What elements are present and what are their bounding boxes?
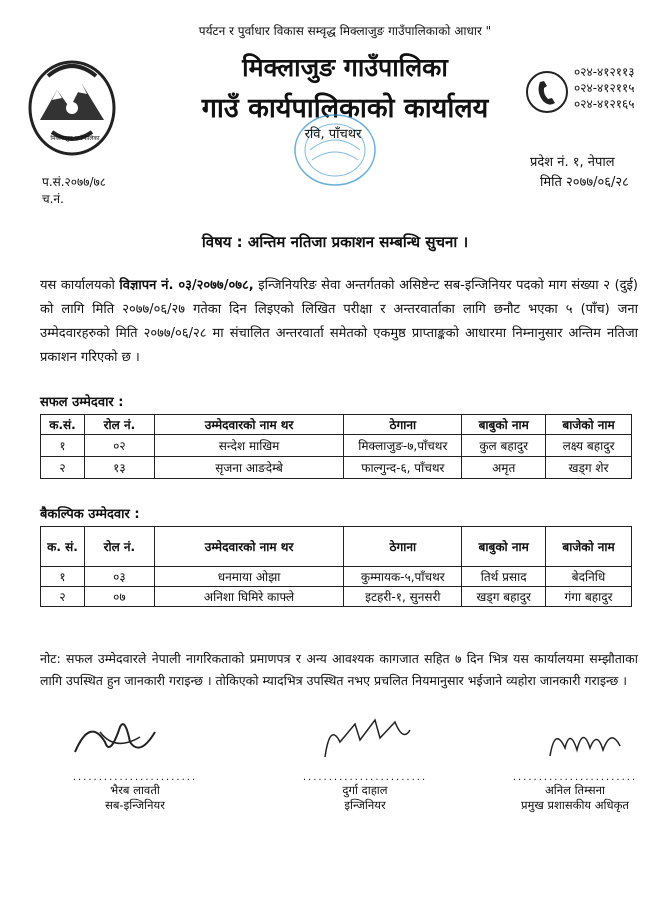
province-line: प्रदेश नं. १, नेपाल: [530, 155, 615, 170]
phone-number: ०२४-४१२११५: [574, 81, 635, 95]
table-cell: २: [41, 587, 85, 607]
signatory-2: [300, 772, 430, 813]
table-cell: इटहरी-१, सुनसरी: [344, 587, 462, 607]
signatory-name: भैरब लावती: [110, 783, 160, 797]
phone-number: ०२४-४१२११३: [574, 65, 635, 79]
table-row: [41, 435, 632, 457]
tagline: पर्यटन र पुर्वाधार विकास सम्वृद्ध मिक्लाजुङ गाउँपालिकाको आधार ": [198, 24, 492, 38]
alternate-section-title: बैकल्पिक उम्मेदवार :: [40, 507, 140, 522]
phone-list: [574, 64, 635, 112]
table-cell: धनमाया ओझा: [154, 567, 344, 587]
table-cell: अमृत: [462, 457, 546, 479]
emblem-caption: मिक्लाजुङ गाउँपालिका: [50, 135, 100, 142]
notice-note: नोट: सफल उम्मेदवारले नेपाली नागरिकताको प्रमाणपत्र र अन्य आवश्यक कागजात सहित ७ दिन भित्र यस कार्यालयमा सम्झौताका लागि उपस्थित हुन जानकारी गराइन्छ । तोकिएको म्यादभित्र उपस्थित नभए प्रचलित नियमानुसार भईजाने व्यहोरा जानकारी गराइन्छ ।: [40, 651, 638, 688]
table-cell: सन्देश माखिम: [154, 435, 344, 457]
column-header: रोल नं.: [84, 415, 154, 435]
table-cell: १: [41, 567, 85, 587]
column-header: ठेगाना: [344, 527, 462, 567]
signatory-name: दुर्गा दाहाल: [342, 783, 388, 797]
column-header: क. सं.: [41, 527, 85, 567]
table-cell: बेदनिधि: [546, 567, 632, 587]
signatory-name: अनिल तिम्सना: [544, 783, 605, 797]
table-cell: मिक्लाजुङ-७,पाँचथर: [344, 435, 462, 457]
body-post: इन्जिनियरिङ सेवा अन्तर्गतको असिष्टेन्ट सब-इन्जिनियर पदको माग संख्या २ (दुई) को लागि मिति २०७७/०६/२७ गतेका दिन लिइएको लिखित परीक्षा र अन्तरवार्ताका लागि छनौट भएका ५ (पाँच) जना उम्मेदवारहरुको मिति २०७७/०६/२८ मा संचालित अन्तरवार्ता समेतको एकमुष्ठ प्राप्ताङ्कको आधारमा निम्नानुसार अन्तिम नतिजा प्रकाशन गरिएको छ ।: [40, 278, 638, 365]
table-cell: खड्ग शेर: [546, 457, 632, 479]
signatory-title: सब-इन्जिनियर: [105, 798, 165, 812]
table-cell: कुल बहादुर: [462, 435, 546, 457]
table-cell: गंगा बहादुर: [546, 587, 632, 607]
signature-scribble: [545, 718, 625, 764]
table-cell: तिर्थ प्रसाद: [462, 567, 546, 587]
column-header: रोल नं.: [84, 527, 154, 567]
signature-line: ........................: [512, 772, 638, 783]
table-header-row: [41, 527, 632, 567]
column-header: ठेगाना: [344, 415, 462, 435]
signature-line: ........................: [72, 772, 198, 783]
reference-number: प.सं.२०७७/७८: [42, 175, 107, 189]
telephone-icon: [525, 70, 569, 114]
column-header: बाजेको नाम: [546, 527, 632, 567]
signatory-title: प्रमुख प्रशासकीय अधिकृत: [521, 798, 629, 812]
table-cell: फाल्गुन्द-६, पाँचथर: [344, 457, 462, 479]
table-row: [41, 567, 632, 587]
signature-scribble: [70, 712, 160, 762]
table-cell: कुम्मायक-५,पाँचथर: [344, 567, 462, 587]
phone-number: ०२४-४१२१६५: [574, 97, 635, 111]
column-header: क.सं.: [41, 415, 85, 435]
office-stamp: [290, 110, 380, 190]
table-cell: ०२: [84, 435, 154, 457]
successful-section-title: सफल उम्मेदवार :: [40, 395, 124, 410]
table-row: [41, 587, 632, 607]
table-cell: १३: [84, 457, 154, 479]
signature-line: ........................: [302, 772, 428, 783]
alternate-table: [40, 526, 632, 607]
advertisement-number: विज्ञापन नं. ०३/२०७७/०७८,: [119, 278, 254, 293]
signatory-title: इन्जिनियर: [344, 798, 386, 812]
table-row: [41, 457, 632, 479]
signature-scribble: [315, 712, 415, 762]
dispatch-number: च.नं.: [42, 192, 64, 206]
reference-block: [42, 174, 106, 208]
column-header: उम्मेदवारको नाम थर: [154, 527, 344, 567]
issue-date: मिति २०७७/०६/२८: [540, 175, 629, 190]
table-cell: ०७: [84, 587, 154, 607]
column-header: बाबुको नाम: [462, 415, 546, 435]
notice-body: [40, 274, 638, 370]
table-cell: लक्ष्य बहादुर: [546, 435, 632, 457]
table-cell: २: [41, 457, 85, 479]
office-address: रवि, पाँचथर: [304, 127, 362, 142]
column-header: उम्मेदवारको नाम थर: [154, 415, 344, 435]
column-header: बाबुको नाम: [462, 527, 546, 567]
table-cell: १: [41, 435, 85, 457]
table-header-row: [41, 415, 632, 435]
successful-table: [40, 414, 632, 479]
body-pre: यस कार्यालयको: [40, 278, 120, 293]
organization-name: मिक्लाजुङ गाउँपालिका: [242, 53, 448, 82]
signatory-3: [500, 772, 650, 813]
table-cell: ०३: [84, 567, 154, 587]
nepal-emblem-logo: [22, 50, 122, 170]
column-header: बाजेको नाम: [546, 415, 632, 435]
table-cell: सृजना आङदेम्बे: [154, 457, 344, 479]
notice-subject: विषय : अन्तिम नतिजा प्रकाशन सम्बन्धि सुचना ।: [201, 233, 469, 251]
office-name: गाउँ कार्यपालिकाको कार्यालय: [201, 93, 489, 124]
signatory-1: [70, 772, 200, 813]
table-cell: खड्ग बहादुर: [462, 587, 546, 607]
table-cell: अनिशा घिमिरे काफ्ले: [154, 587, 344, 607]
